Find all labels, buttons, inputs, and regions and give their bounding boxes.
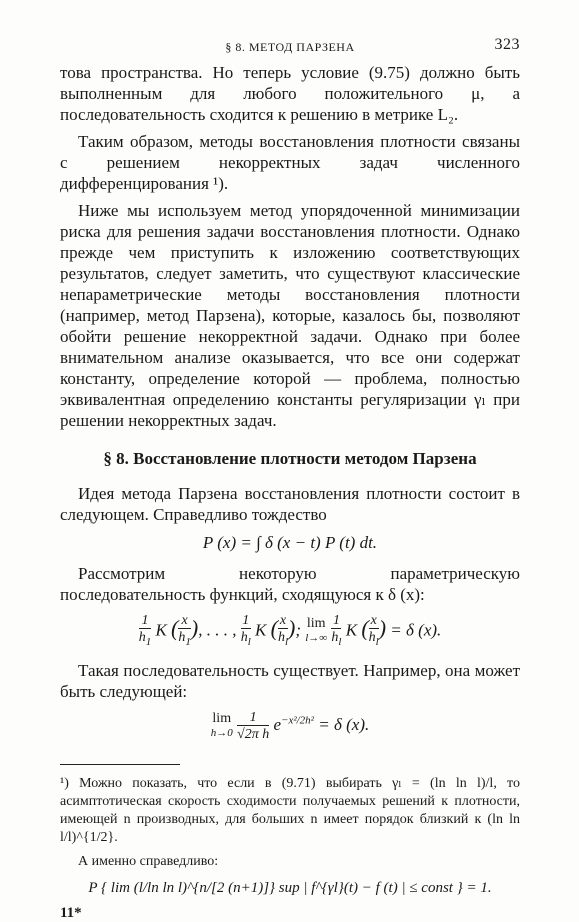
- formula-gaussian: lim h→0 $\frac{1}{\text{√2π h}}$ $e^{-x^2/2h^2} = \delta$ (x).: [210, 709, 370, 742]
- footnote-formula: P { lim (l/ln ln l)^{n/[2 (n+1)]} sup | f^{γl}(t) − f (t) | ≤ const } = 1.: [88, 879, 492, 896]
- formula-identity: P (x) = ∫ δ (x − t) P (t) dt.: [202, 533, 378, 552]
- formula-sequence: $\frac{1}{h_1}$ K ( $\frac{x}{h_1}$ ), . . . , $\frac{1}{h_l}$ K ( $\frac{x}{h_l}$ ); lim l→∞ $\frac{1}{h_l}$ K ( $\frac{x}{h_l}$ ) = δ (x).: [138, 613, 442, 648]
- running-header: [60, 36, 520, 62]
- page-number: 323: [494, 36, 520, 53]
- footnote-rule: [60, 764, 180, 765]
- page: [60, 36, 520, 922]
- paragraph: това пространства. Но теперь условие (9.75) должно быть выполненным для любого положительного μ, а последовательность сходится к решению в метрике L₂.: [60, 63, 520, 124]
- footnote-text: А именно справедливо:: [78, 853, 219, 869]
- running-title: § 8. МЕТОД ПАРЗЕНА: [225, 40, 355, 54]
- paragraph: Рассмотрим некоторую параметрическую последовательность функций, сходящуюся к δ (x):: [60, 564, 520, 604]
- paragraph: Ниже мы используем метод упорядоченной минимизации риска для решения задачи восстановления плотности. Однако прежде чем приступить к изложению соответствующих результатов, следует заметить, что существуют классические непараметрические методы восстановления плотности (например, метод Парзена), которые, казалось бы, позволяют обойти решение некорректной задачи. Однако при более внимательном анализе оказывается, что все они содержат константу, определение которой — проблема, полностью эквивалентная определению константы регуляризации γₗ при решении некорректных задач.: [60, 201, 520, 430]
- paragraph: Идея метода Парзена восстановления плотности состоит в следующем. Справедливо тождество: [60, 484, 520, 524]
- paragraph: Таким образом, методы восстановления плотности связаны с решением некорректных задач численного дифференцирования ¹).: [60, 132, 520, 193]
- footnote-text: ¹) Можно показать, что если в (9.71) выбирать γₗ = (ln ln l)/l, то асимптотическая скорость сходимости получаемых решений к плотности, имеющей n производных, для больших n имеет порядок близкий к (ln ln l/l)^{1/2}.: [60, 775, 520, 845]
- signature-mark: 11*: [60, 904, 82, 921]
- section-heading: § 8. Восстановление плотности методом Парзена: [103, 449, 477, 468]
- paragraph: Такая последовательность существует. Например, она может быть следующей:: [60, 660, 520, 701]
